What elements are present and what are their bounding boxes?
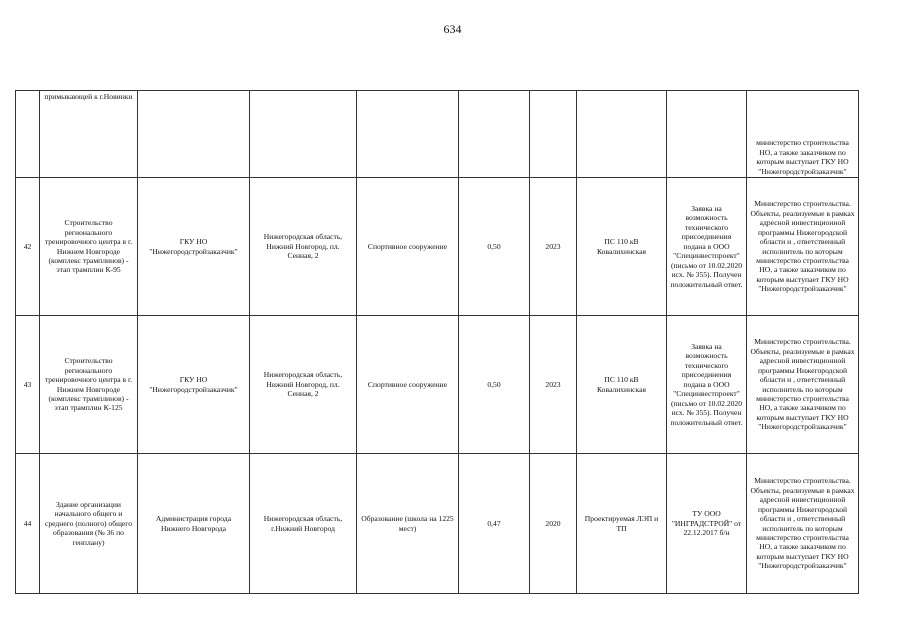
tech-conditions: ТУ ООО "ИНГРАДСТРОЙ" от 22.12.2017 б/н bbox=[667, 454, 747, 594]
purpose: Спортивное сооружение bbox=[357, 178, 459, 316]
address: Нижегородская область, Нижний Новгород, пл. Сенная, 2 bbox=[250, 316, 357, 454]
row-number: 44 bbox=[16, 454, 40, 594]
row-number: 42 bbox=[16, 178, 40, 316]
purpose bbox=[357, 91, 459, 178]
table-row bbox=[16, 454, 859, 594]
tech-conditions: Заявка на возможность технического присоединения подана в ООО "Специнвестпроект" (письмо от 10.02.2020 исх. № 355). Получен положительный ответ. bbox=[667, 316, 747, 454]
page-number: 634 bbox=[443, 22, 462, 36]
tech-conditions bbox=[667, 91, 747, 178]
power bbox=[459, 91, 530, 178]
objects-table bbox=[15, 90, 859, 594]
customer: Администрация города Нижнего Новгорода bbox=[138, 454, 250, 594]
purpose: Спортивное сооружение bbox=[357, 316, 459, 454]
substation: ПС 110 кВ Ковалихинская bbox=[577, 178, 667, 316]
object-name: Строительство регионального тренировочного центра в г. Нижнем Новгороде (комплекс трамплинов) - этап трамплин К-125 bbox=[40, 316, 138, 454]
note: Министерство строительства. Объекты, реализуемые в рамках адресной инвестиционной программы Нижегородской области и , ответственный исполнитель по которым министерство строительства НО, а также заказчиком по которым выступает ГКУ НО "Нижегородстройзаказчик" bbox=[747, 316, 859, 454]
address: Нижегородская область, г.Нижний Новгород bbox=[250, 454, 357, 594]
substation bbox=[577, 91, 667, 178]
substation: ПС 110 кВ Ковалихинская bbox=[577, 316, 667, 454]
object-name: примыкающей к г.Новинки bbox=[40, 91, 138, 178]
table-row bbox=[16, 91, 859, 178]
customer: ГКУ НО "Нижегородстройзаказчик" bbox=[138, 316, 250, 454]
note: Министерство строительства. Объекты, реализуемые в рамках адресной инвестиционной программы Нижегородской области и , ответственный исполнитель по которым министерство строительства НО, а также заказчиком по которым выступает ГКУ НО "Нижегородстройзаказчик" bbox=[747, 178, 859, 316]
year: 2020 bbox=[530, 454, 577, 594]
year: 2023 bbox=[530, 316, 577, 454]
note: министерство строительства НО, а также заказчиком по которым выступает ГКУ НО "Нижегородстройзаказчик" bbox=[747, 91, 859, 178]
row-number: 43 bbox=[16, 316, 40, 454]
tech-conditions: Заявка на возможность технического присоединения подана в ООО "Специнвестпроект" (письмо от 10.02.2020 исх. № 355). Получен положительный ответ. bbox=[667, 178, 747, 316]
year bbox=[530, 91, 577, 178]
object-name: Строительство регионального тренировочного центра в г. Нижнем Новгороде (комплекс трамплинов) - этап трамплин К-95 bbox=[40, 178, 138, 316]
power: 0,47 bbox=[459, 454, 530, 594]
customer: ГКУ НО "Нижегородстройзаказчик" bbox=[138, 178, 250, 316]
substation: Проектируемая ЛЭП и ТП bbox=[577, 454, 667, 594]
purpose: Образование (школа на 1225 мест) bbox=[357, 454, 459, 594]
address: Нижегородская область, Нижний Новгород, пл. Сенная, 2 bbox=[250, 178, 357, 316]
customer bbox=[138, 91, 250, 178]
row-number bbox=[16, 91, 40, 178]
object-name: Здание организации начального общего и среднего (полного) общего образования (№ 36 по генплану) bbox=[40, 454, 138, 594]
address bbox=[250, 91, 357, 178]
power: 0,50 bbox=[459, 178, 530, 316]
note: Министерство строительства. Объекты, реализуемые в рамках адресной инвестиционной программы Нижегородской области и , ответственный исполнитель по которым министерство строительства НО, а также заказчиком по которым выступает ГКУ НО "Нижегородстройзаказчик" bbox=[747, 454, 859, 594]
table-row bbox=[16, 178, 859, 316]
table-row bbox=[16, 316, 859, 454]
power: 0,50 bbox=[459, 316, 530, 454]
year: 2023 bbox=[530, 178, 577, 316]
